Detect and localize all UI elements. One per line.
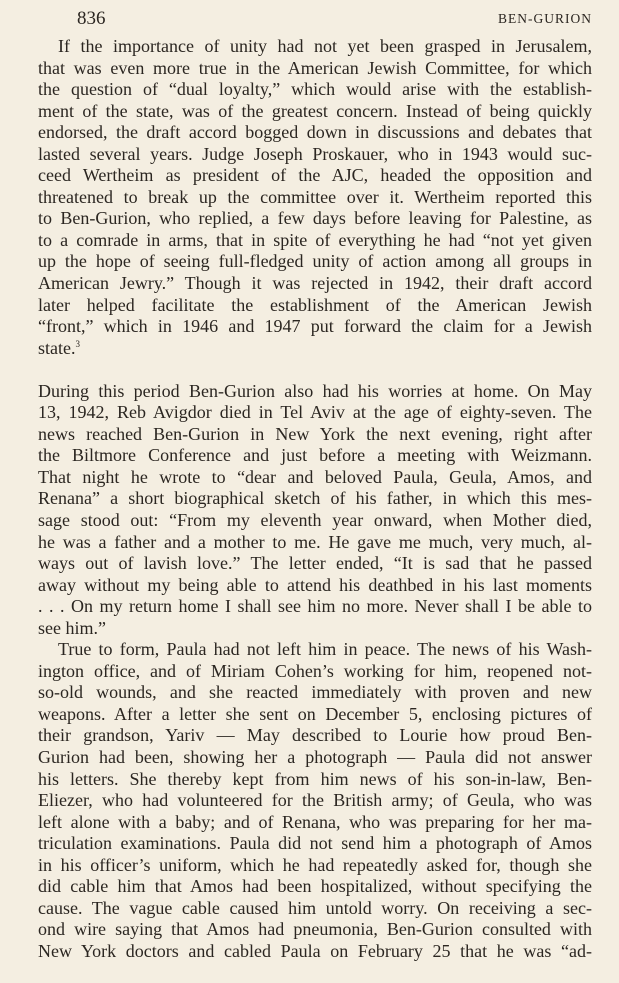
text-line	[38, 876, 592, 898]
text-line	[38, 208, 592, 230]
line-text: Eliezer, who had volunteered for the British army; of Geula, who was	[38, 790, 592, 811]
text-line	[38, 747, 592, 769]
footnote-reference[interactable]: 3	[75, 338, 80, 349]
line-text: their grandson, Yariv — May described to Lourie how proud Ben-	[38, 725, 592, 746]
line-text: triculation examinations. Paula did not send him a photograph of Amos	[38, 833, 592, 854]
text-line	[38, 101, 592, 123]
line-text: weapons. After a letter she sent on December 5, enclosing pictures of	[38, 703, 592, 724]
line-text: “front,” which in 1946 and 1947 put forward the claim for a Jewish	[38, 316, 592, 337]
line-text: news reached Ben-Gurion in New York the next evening, right after	[38, 423, 592, 444]
line-text: in his officer’s uniform, which he had repeatedly asked for, though she	[38, 854, 592, 875]
text-line	[38, 36, 592, 58]
paragraph	[38, 36, 592, 359]
line-text: . . . On my return home I shall see him no more. Never shall I be able to	[38, 596, 592, 617]
text-line	[38, 661, 592, 683]
line-text: During this period Ben-Gurion also had his worries at home. On May	[38, 380, 592, 401]
page-header	[77, 8, 592, 32]
line-text: away without my being able to attend his deathbed in his last moments	[38, 574, 592, 595]
text-line	[38, 488, 592, 510]
line-text: to Ben-Gurion, who replied, a few days before leaving for Palestine, as	[38, 208, 592, 229]
text-line	[38, 575, 592, 597]
line-text: That night he wrote to “dear and beloved Paula, Geula, Amos, and	[38, 466, 592, 487]
text-line	[38, 682, 592, 704]
line-text: his letters. She thereby kept from him news of his son-in-law, Ben-	[38, 768, 592, 789]
text-line	[38, 855, 592, 877]
text-line	[38, 467, 592, 489]
line-text: did cable him that Amos had been hospitalized, without specifying the	[38, 876, 592, 897]
line-text: up the hope of seeing full-fledged unity of action among all groups in	[38, 251, 592, 272]
text-line	[38, 510, 592, 532]
text-line	[38, 532, 592, 554]
text-line	[38, 725, 592, 747]
line-text: New York doctors and cabled Paula on February 25 that he was “ad-	[38, 940, 592, 961]
line-text: so-old wounds, and she reacted immediately with proven and new	[38, 682, 592, 703]
line-text: to a comrade in arms, that in spite of everything he had “not yet given	[38, 229, 592, 250]
text-line	[38, 187, 592, 209]
text-line	[38, 58, 592, 80]
line-text: If the importance of unity had not yet been grasped in Jerusalem,	[58, 36, 592, 56]
text-line	[38, 144, 592, 166]
text-line	[38, 812, 592, 834]
line-text: threatened to break up the committee over it. Wertheim reported this	[38, 186, 592, 207]
body-text	[38, 36, 592, 962]
line-text: endorsed, the draft accord bogged down in discussions and debates that	[38, 122, 592, 143]
line-text: left alone with a baby; and of Renana, who was preparing for her ma-	[38, 811, 592, 832]
line-text: 13, 1942, Reb Avigdor died in Tel Aviv at the age of eighty-seven. The	[38, 402, 592, 423]
text-line	[38, 165, 592, 187]
paragraph	[38, 381, 592, 640]
text-line	[38, 79, 592, 101]
text-line	[38, 639, 592, 661]
text-line	[38, 596, 592, 618]
text-line	[38, 381, 592, 403]
line-text: Gurion had been, showing her a photograph — Paula did not answer	[38, 747, 592, 767]
text-line	[38, 445, 592, 467]
text-line	[38, 833, 592, 855]
text-line	[38, 316, 592, 338]
text-line	[38, 790, 592, 812]
text-line	[38, 618, 592, 640]
text-line	[38, 704, 592, 726]
text-line	[38, 424, 592, 446]
line-text: ment of the state, was of the greatest concern. Instead of being quickly	[38, 100, 592, 121]
text-line	[38, 122, 592, 144]
running-head: BEN-GURION	[498, 11, 592, 26]
line-text: ond wire saying that Amos had pneumonia, Ben-Gurion consulted with	[38, 919, 592, 940]
text-line	[38, 941, 592, 963]
text-line	[38, 919, 592, 941]
line-text: later helped facilitate the establishment of the American Jewish	[38, 294, 592, 315]
text-line	[38, 553, 592, 575]
line-text: see him.”	[38, 617, 106, 638]
text-line	[38, 898, 592, 920]
line-text: ways out of lavish love.” The letter ended, “It is sad that he passed	[38, 553, 592, 574]
line-text: American Jewry.” Though it was rejected in 1942, their draft accord	[38, 273, 592, 294]
line-text: ington office, and of Miriam Cohen’s working for him, reopened not-	[38, 660, 592, 681]
text-line	[38, 295, 592, 317]
text-line	[38, 338, 592, 360]
line-text: that was even more true in the American Jewish Committee, for which	[38, 57, 592, 78]
line-text: sage stood out: “From my eleventh year onward, when Mother died,	[38, 509, 592, 530]
text-line	[38, 769, 592, 791]
line-text: the Biltmore Conference and just before a meeting with Weizmann.	[38, 445, 592, 466]
line-text: he was a father and a mother to me. He gave me much, very much, al-	[38, 531, 592, 552]
text-line	[38, 230, 592, 252]
line-text: the question of “dual loyalty,” which would arise with the establish-	[38, 79, 592, 100]
page-number: 836	[77, 8, 106, 29]
line-text: ceed Wertheim as president of the AJC, headed the opposition and	[38, 165, 592, 186]
text-line	[38, 273, 592, 295]
paragraph	[38, 639, 592, 962]
text-line	[38, 251, 592, 273]
line-text: True to form, Paula had not left him in peace. The news of his Wash-	[58, 639, 592, 660]
line-text: cause. The vague cable caused him untold worry. On receiving a sec-	[38, 897, 592, 918]
line-text: state.	[38, 337, 76, 358]
line-text: Renana” a short biographical sketch of his father, in which this mes-	[38, 488, 592, 509]
line-text: lasted several years. Judge Joseph Proskauer, who in 1943 would suc-	[38, 143, 592, 164]
text-line	[38, 402, 592, 424]
